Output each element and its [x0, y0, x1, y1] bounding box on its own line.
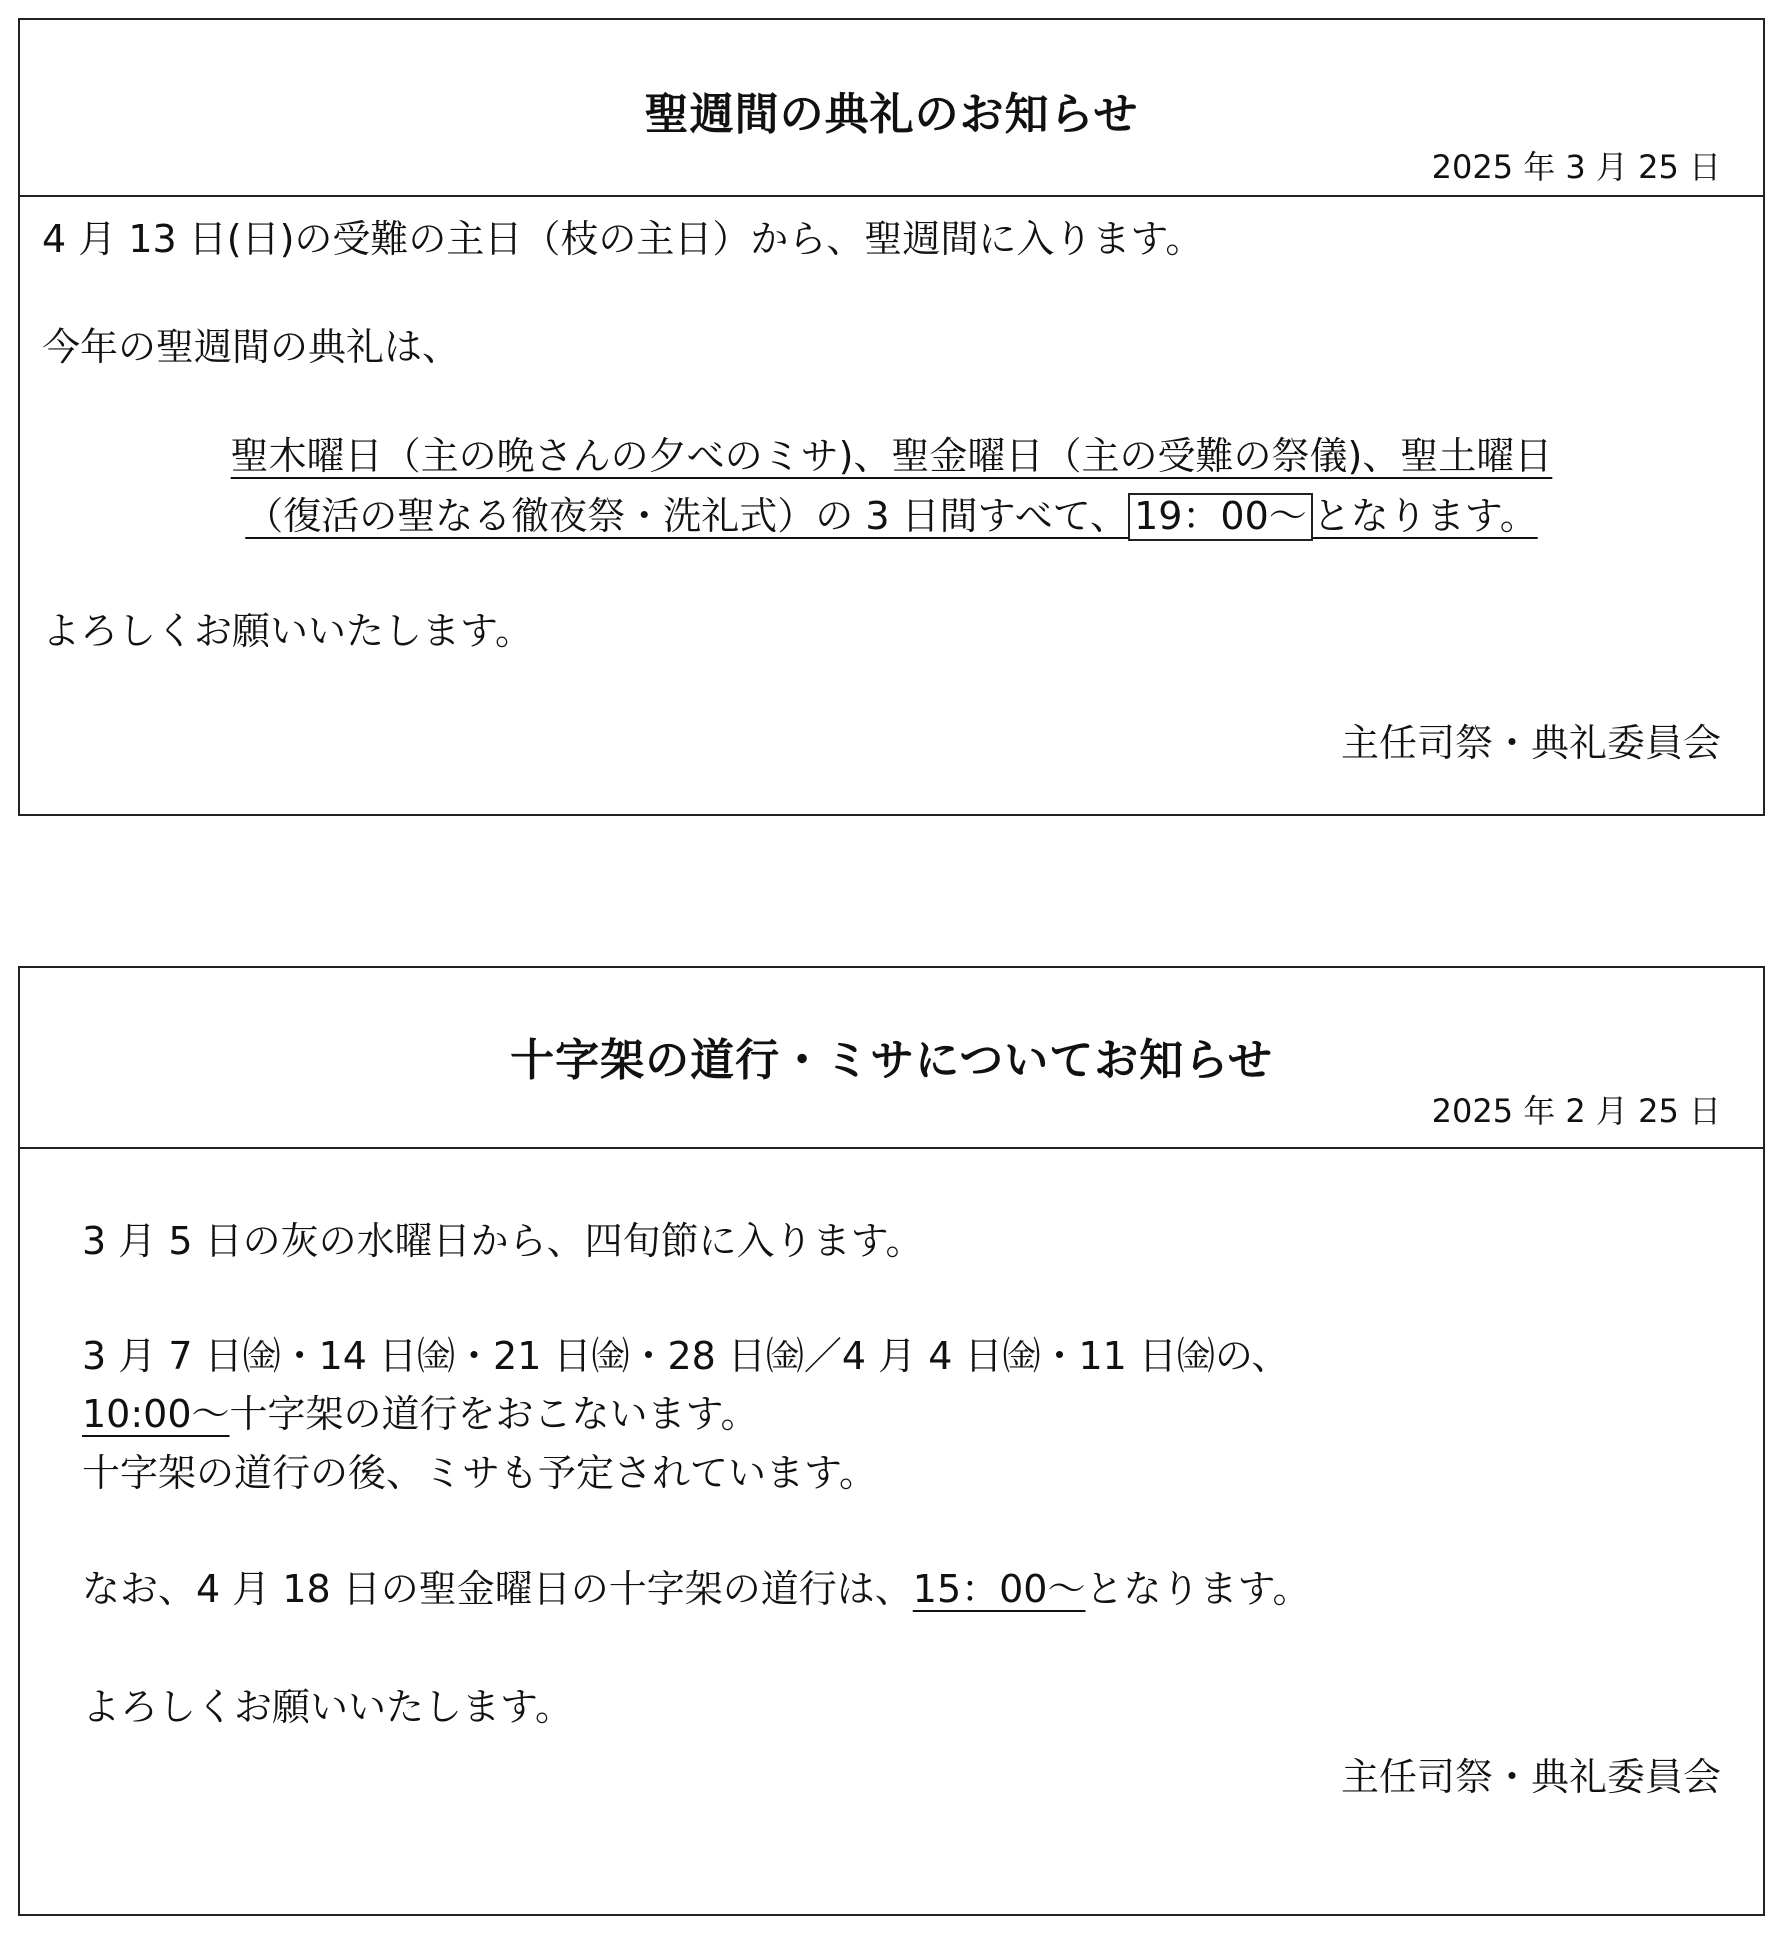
- schedule-time: 19：00～: [1128, 493, 1313, 541]
- good-friday-end: となります。: [1085, 1567, 1311, 1611]
- schedule-days: 聖木曜日（主の晩さんの夕べのミサ)、聖金曜日（主の受難の祭儀)、聖土曜日: [230, 434, 1553, 478]
- notice-date: 2025 年 2 月 25 日: [1431, 1092, 1721, 1130]
- good-friday-time: 15：00～: [912, 1567, 1086, 1611]
- schedule-end: となります。: [1312, 494, 1538, 538]
- stations-of-cross-notice: [18, 966, 1765, 1916]
- holy-week-notice: [18, 18, 1765, 816]
- notice-title: 聖週間の典礼のお知らせ: [644, 89, 1139, 140]
- stations-time-line: [82, 1383, 758, 1438]
- notice-header: [20, 968, 1763, 1149]
- stations-time: 10:00～: [82, 1392, 230, 1436]
- intro-line: 4 月 13 日(日)の受難の主日（枝の主日）から、聖週間に入ります。: [42, 217, 1204, 261]
- stations-text: 十字架の道行をおこないます。: [229, 1392, 759, 1436]
- notice-header: [20, 20, 1763, 197]
- schedule-intro: 今年の聖週間の典礼は、: [42, 325, 461, 369]
- notice-date: 2025 年 3 月 25 日: [1431, 148, 1721, 186]
- closing-text: よろしくお願いいたします。: [42, 609, 533, 653]
- schedule-services: （復活の聖なる徹夜祭・洗礼式）の 3 日間すべて、: [245, 494, 1129, 538]
- friday-dates: 3 月 7 日㈮・14 日㈮・21 日㈮・28 日㈮／4 月 4 日㈮・11 日㈮の、: [82, 1334, 1290, 1378]
- closing-text: よろしくお願いいたします。: [82, 1685, 573, 1729]
- good-friday-line: [82, 1558, 1310, 1613]
- notice-title: 十字架の道行・ミサについてお知らせ: [510, 1035, 1273, 1086]
- signature: 主任司祭・典礼委員会: [1340, 1755, 1721, 1799]
- lent-intro: 3 月 5 日の灰の水曜日から、四旬節に入ります。: [82, 1219, 924, 1263]
- schedule-line-2: [20, 485, 1763, 541]
- mass-note: 十字架の道行の後、ミサも予定されています。: [82, 1451, 877, 1495]
- good-friday-text: なお、4 月 18 日の聖金曜日の十字架の道行は、: [82, 1567, 913, 1611]
- schedule-line-1: [20, 425, 1763, 480]
- signature: 主任司祭・典礼委員会: [1340, 721, 1721, 765]
